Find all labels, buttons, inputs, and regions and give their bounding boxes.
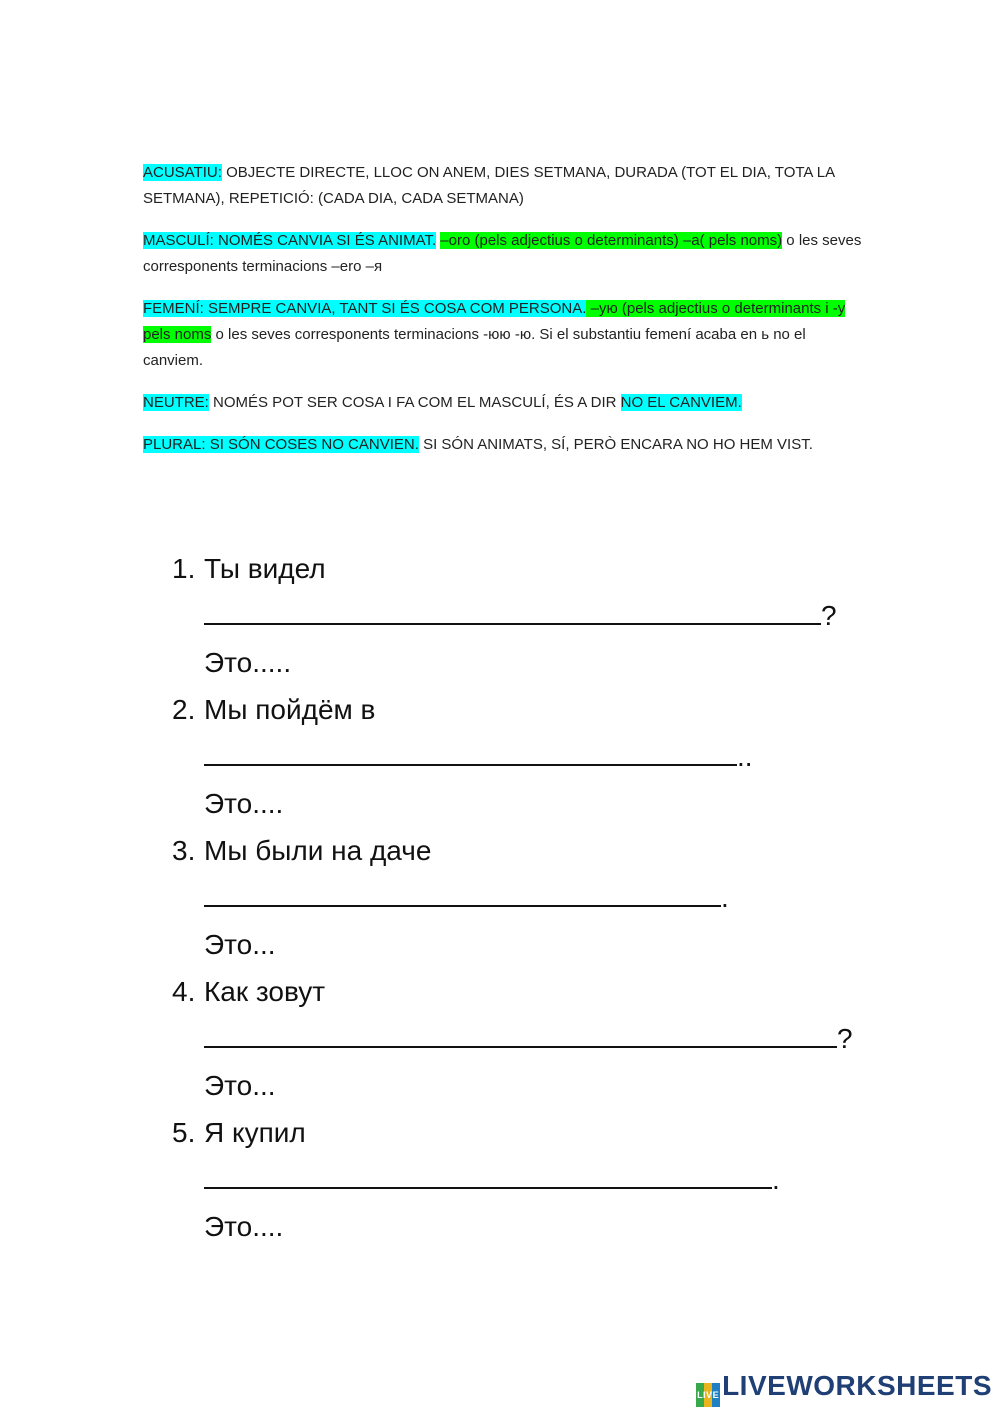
rule-label: PLURAL: SI SÓN COSES NO CANVIEN. (143, 436, 419, 453)
exercise-end: .. (737, 741, 753, 772)
exercise-end: . (772, 1164, 780, 1195)
exercise-number: 3. (172, 835, 196, 866)
rule-plural (143, 432, 863, 458)
exercise-prompt: Мы были на даче (204, 835, 432, 866)
rule-text: NOMÉS POT SER COSA I FA COM EL MASCULÍ, ÉS A DIR (208, 394, 621, 411)
rule-label: ACUSATIU: (143, 164, 222, 181)
exercise-item (172, 827, 853, 968)
exercise-end: . (721, 882, 729, 913)
exercise-number: 5. (172, 1117, 196, 1148)
exercise-list (172, 545, 853, 1250)
exercise-item (172, 1109, 853, 1250)
exercise-number: 1. (172, 553, 196, 584)
liveworksheets-logo (696, 1370, 992, 1407)
rule-text: o les seves corresponents terminacions –ero –я (143, 232, 862, 275)
answer-blank[interactable] (204, 1157, 772, 1189)
answer-blank[interactable] (204, 875, 721, 907)
exercise-prompt: Как зовут (204, 976, 326, 1007)
rule-masculi (143, 228, 863, 280)
rule-label: FEMENÍ: SEMPRE CANVIA, TANT SI ÉS COSA COM PERSONA. (143, 300, 587, 317)
rule-acusatiu (143, 160, 863, 212)
exercise-prompt: Ты видел (204, 553, 326, 584)
exercise-number: 2. (172, 694, 196, 725)
exercise-follow: Это.... (204, 1211, 284, 1242)
exercise-item (172, 686, 853, 827)
liveworksheets-mark-icon: LIVE (696, 1383, 720, 1407)
logo-text: LIVEWORKSHEETS (722, 1370, 992, 1401)
answer-blank[interactable] (204, 1016, 837, 1048)
answer-blank[interactable] (204, 593, 821, 625)
exercise-prompt: Мы пойдём в (204, 694, 376, 725)
rule-label: NEUTRE: (143, 394, 209, 411)
rule-label: MASCULÍ: NOMÉS CANVIA SI ÉS ANIMAT. (143, 232, 437, 249)
rule-tail: NO EL CANVIEM. (620, 394, 742, 411)
grammar-rules (143, 160, 863, 474)
rule-neutre (143, 390, 863, 416)
exercise-end: ? (837, 1023, 853, 1054)
exercise-end: ? (821, 600, 837, 631)
exercise-prompt: Я купил (204, 1117, 306, 1148)
exercise-item (172, 968, 853, 1109)
exercise-follow: Это... (204, 1070, 276, 1101)
exercise-follow: Это.... (204, 788, 284, 819)
exercise-number: 4. (172, 976, 196, 1007)
answer-blank[interactable] (204, 734, 737, 766)
rule-text: SI SÓN ANIMATS, SÍ, PERÒ ENCARA NO HO HEM VIST. (418, 436, 813, 453)
exercise-follow: Это..... (204, 647, 292, 678)
rule-endings: –oro (pels adjectius o determinants) –a( pels noms) (440, 232, 783, 249)
exercise-follow: Это... (204, 929, 276, 960)
rule-text: OBJECTE DIRECTE, LLOC ON ANEM, DIES SETMANA, DURADA (TOT EL DIA, TOTA LA SETMANA), REPETICIÓ: (CADA DIA, CADA SETMANA) (143, 164, 835, 207)
rule-femeni (143, 296, 863, 374)
exercise-item (172, 545, 853, 686)
rule-endings: –ую (pels adjectius o determinants i -у pels noms (143, 300, 846, 343)
rule-text: o les seves corresponents terminacions -юю -ю. Si el substantiu femení acaba en ь no el canviem. (143, 326, 806, 369)
